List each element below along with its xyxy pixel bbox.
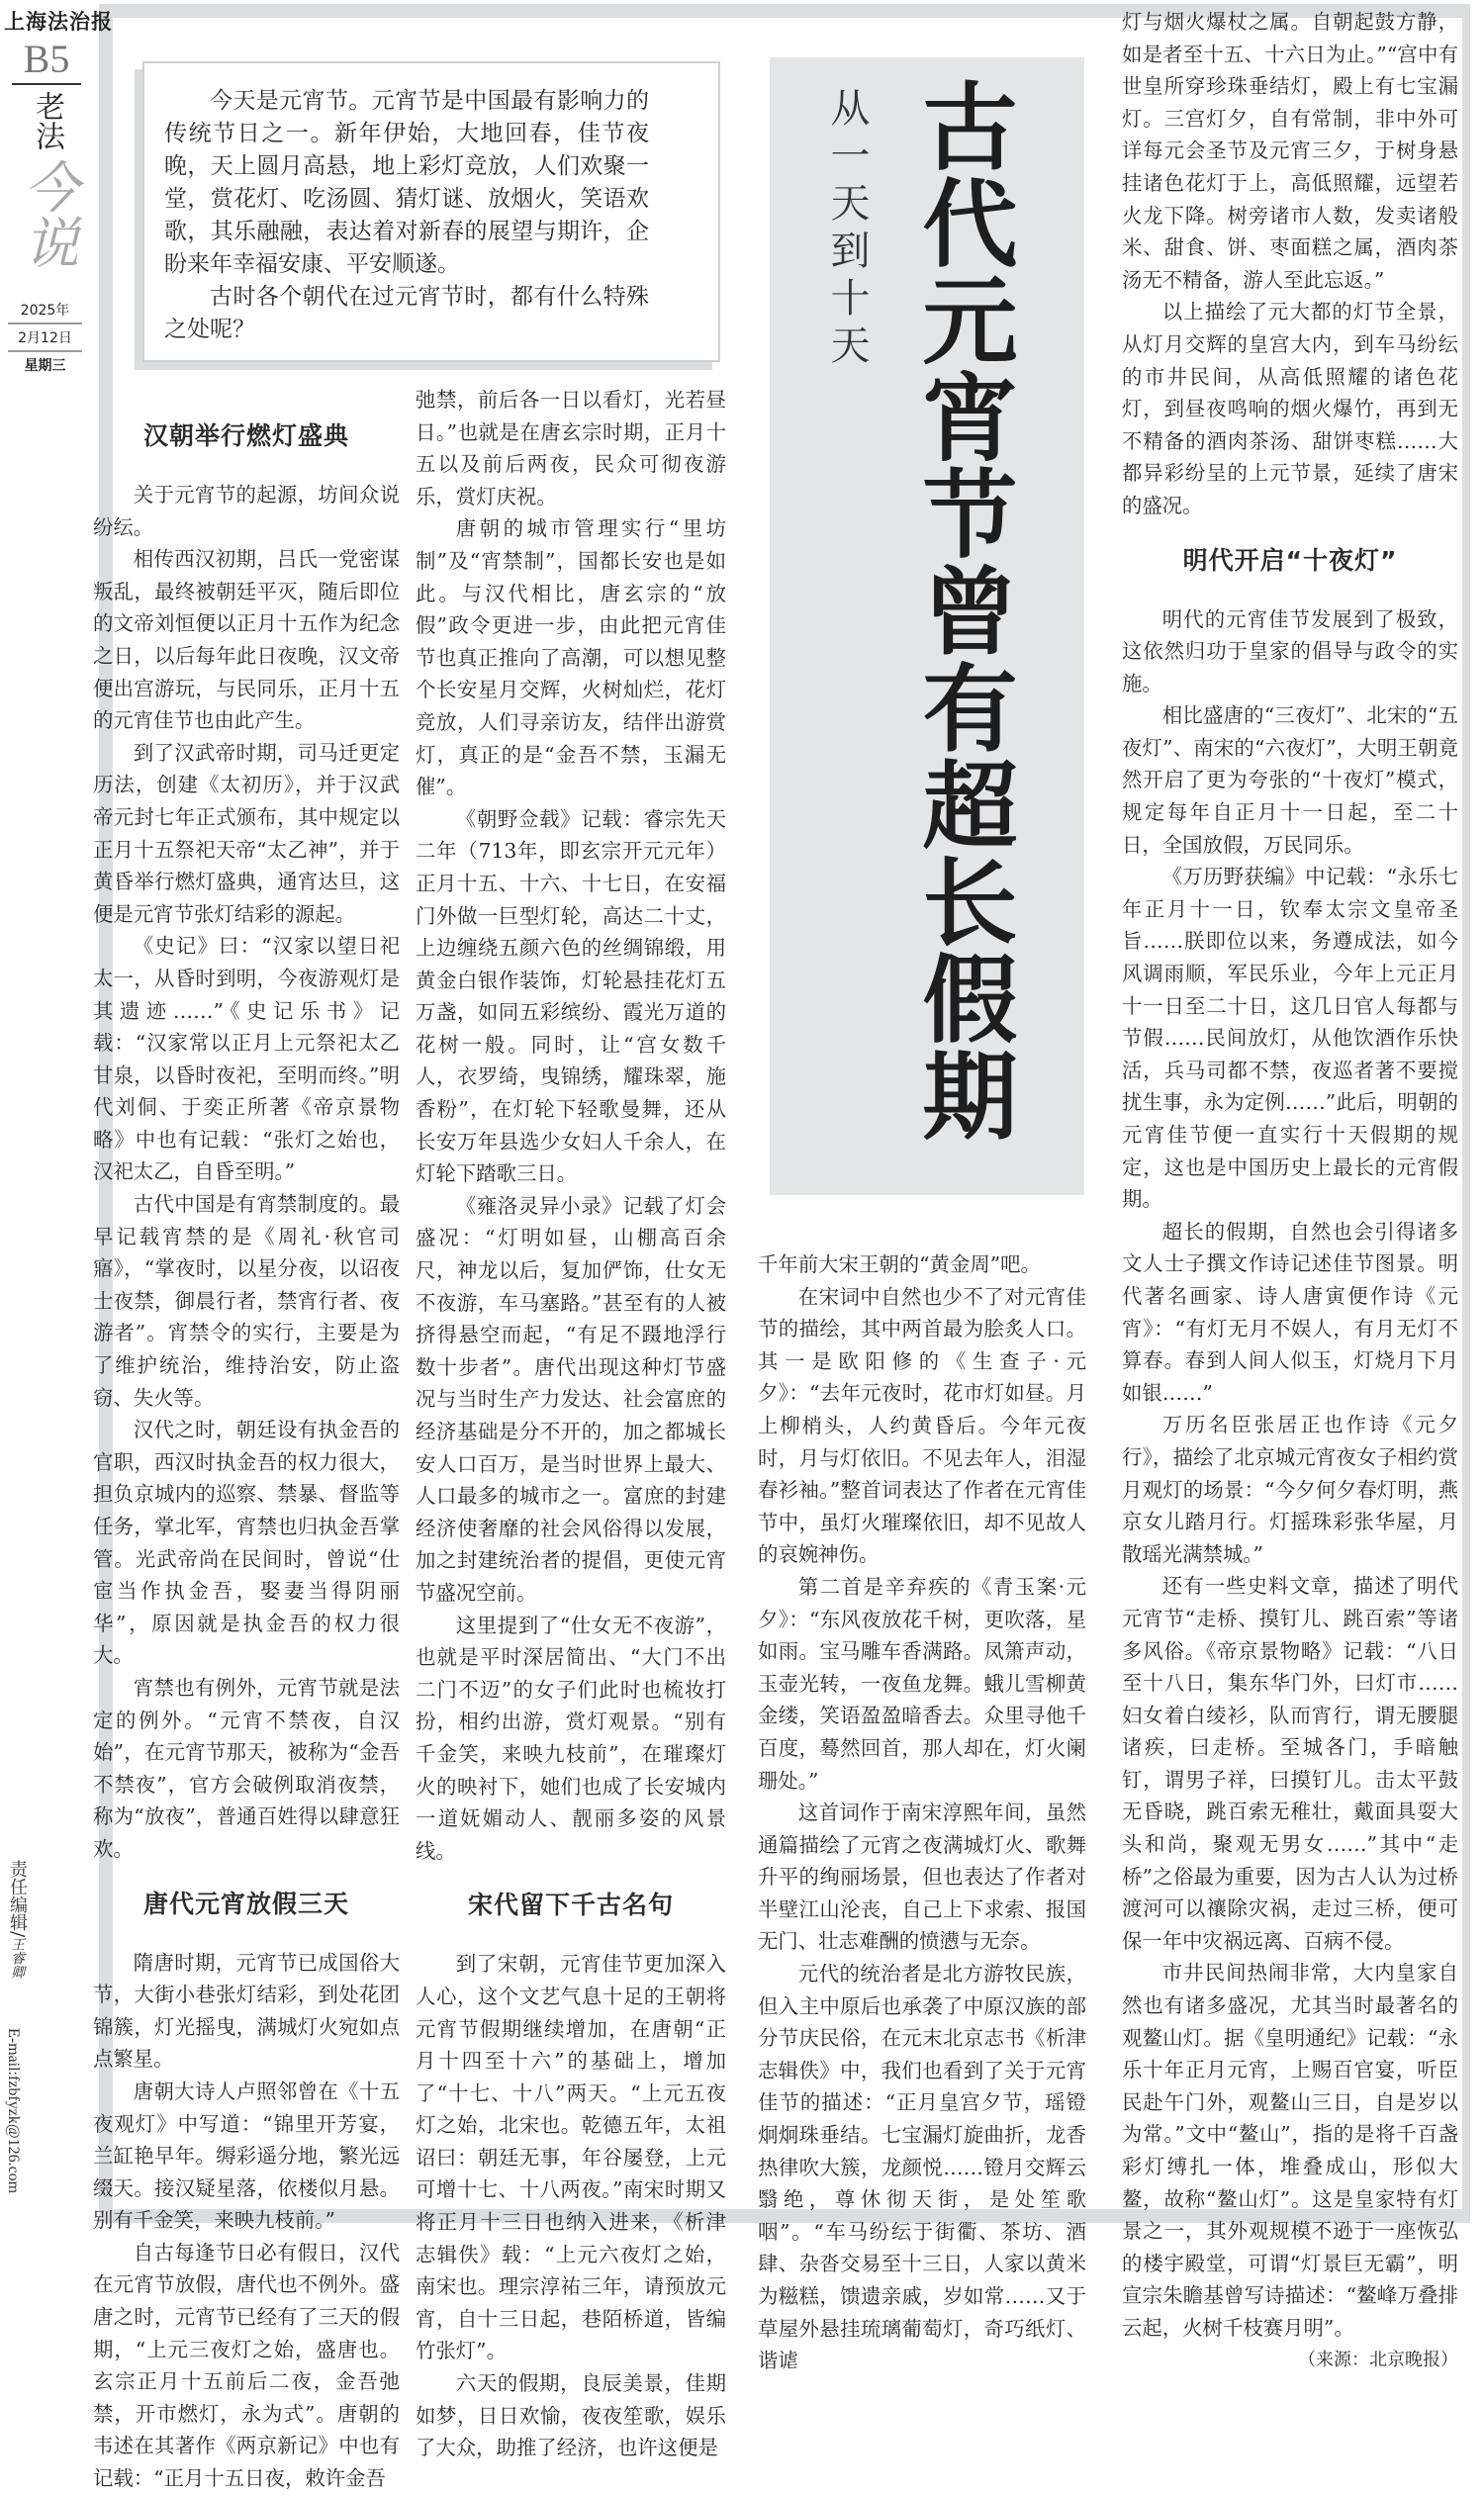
article-paragraph: 这里提到了“仕女无不夜游”，也就是平时深居简出、“大门不出二门不迈”的女子们此时也梳妆打扮，相约出游，赏灯观景。“别有千金笑，来映九枝前”，在璀璨灯火的映衬下，她们也成了长安城内一道妩媚动人、靓丽多姿的风景线。 — [416, 1613, 726, 1863]
article-paragraph: 《朝野佥载》记载：睿宗先天二年（713年，即玄宗开元元年）正月十五、十六、十七日，在安福门外做一巨型灯轮，高达二十丈，上边缠绕五颜六色的丝绸锦缎，用黄金白银作装饰，灯轮悬挂花灯五万盏，如同五彩缤纷、霞光万道的花树一般。同时，让“宫女数千人，衣罗绮，曳锦绣，耀珠翠，施香粉”，在灯轮下轻歌曼舞，还从长安万年县选少女妇人千余人，在灯轮下踏歌三日。 — [416, 806, 726, 1186]
date-month-day: 2月12日 — [8, 323, 82, 352]
article-paragraph: 六天的假期，良辰美景，佳期如梦，日日欢愉，夜夜笙歌，娱乐了大众，助推了经济，也许这便是 — [416, 2371, 726, 2460]
article-paragraph: 隋唐时期，元宵节已成国俗大节，大街小巷张灯结彩，到处花团锦簇，灯光摇曳，满城灯火宛如点点繁星。 — [93, 1950, 400, 2072]
article-column-4 — [1122, 6, 1458, 2376]
intro-paragraph: 今天是元宵节。元宵节是中国最有影响力的传统节日之一。新年伊始，大地回春，佳节夜晚，天上圆月高悬，地上彩灯竞放，人们欢聚一堂，赏花灯、吃汤圆、猜灯谜、放烟火，笑语欢歌，其乐融融，表达着对新春的展望与期许，企盼来年幸福安康、平安顺遂。 — [164, 88, 649, 277]
article-paragraph: 唐朝大诗人卢照邻曾在《十五夜观灯》中写道：“锦里开芳宴，兰缸艳早年。缛彩遥分地，繁光远缀天。接汉疑星落，依楼似月悬。别有千金笑，来映九枝前。” — [93, 2079, 400, 2233]
date-year: 2025年 — [20, 303, 70, 319]
article-paragraph: 第二首是辛弃疾的《青玉案·元夕》：“东风夜放花千树，更吹落，星如雨。宝马雕车香满路。凤箫声动，玉壶光转，一夜鱼龙舞。蛾儿雪柳黄金缕，笑语盈盈暗香去。众里寻他千百度，蓦然回首，那人却在，灯火阑珊处。” — [758, 1574, 1086, 1793]
article-paragraph: 元代的统治者是北方游牧民族，但入主中原后也承袭了中原汉族的部分节庆民俗，在元末北京志书《析津志辑佚》中，我们也看到了关于元宵佳节的描述：“正月皇宫夕节，瑶镫炯炯珠垂结。七宝漏灯旋曲折，龙香热律吹大簇，龙颜悦……镫月交辉云翳绝，尊休彻天街，是处笙歌咽”。“车马纷纭于街衢、茶坊、酒肆、杂沓交易至十三日，人家以黄米为糍糕，馈遗亲戚，岁如常……又于草屋外悬挂琉璃葡萄灯，奇巧纸灯、谐谑 — [758, 1962, 1086, 2373]
editor-name: 王睿卿 — [9, 1937, 25, 1980]
article-paragraph: 《雍洛灵异小录》记载了灯会盛况：“灯明如昼，山棚高百余尺，神龙以后，复加俨饰，仕女无不夜游，车马塞路。”甚至有的人被挤得悬空而起，“有足不蹑地浮行数十步者”。唐代出现这种灯节盛况与当时生产力发达、社会富庶的经济基础是分不开的，加之都城长安人口百万，是当时世界上最大、人口最多的城市之一。富庶的封建经济使奢靡的社会风俗得以发展，加之封建统治者的提倡，更使元宵节盛况空前。 — [416, 1193, 726, 1605]
column-name-bottom: 今说 — [15, 158, 79, 269]
article-paragraph: 到了汉武帝时期，司马迁更定历法，创建《太初历》，并于汉武帝元封七年正式颁布，其中规定以正月十五祭祀天帝“太乙神”，并于黄昏举行燃灯盛典，通宵达旦，这便是元宵节张灯结彩的源起。 — [93, 740, 400, 926]
article-paragraph: 自古每逢节日必有假日，汉代在元宵节放假，唐代也不例外。盛唐之时，元宵节已经有了三天的假期，“上元三夜灯之始，盛唐也。玄宗正月十五前后二夜，金吾弛禁，开市燃灯，永为式”。唐朝的韦述在其著作《两京新记》中也有记载：“正月十五日夜，敕许金吾 — [93, 2240, 400, 2491]
subtitle: 从一天到十天 — [824, 87, 870, 372]
headline: 古代元宵节曾有超长假期 — [907, 77, 1019, 1144]
editor-credit — [4, 1860, 30, 1979]
source-credit: （来源：北京晚报） — [1298, 2349, 1458, 2370]
article-paragraph: 古代中国是有宵禁制度的。最早记载宵禁的是《周礼·秋官司寤》，“掌夜时，以星分夜，以诏夜士夜禁，御晨行者，禁宵行者、夜游者”。宵禁令的实行，主要是为了维护统治，维持治安，防止盗窃、失火等。 — [93, 1192, 400, 1410]
article-column-2 — [416, 384, 726, 2464]
article-paragraph: 这首词作于南宋淳熙年间，虽然通篇描绘了元宵之夜满城灯火、歌舞升平的绚丽场景，但也表达了作者对半壁江山沦丧，自己上下求索、报国无门、壮志难酬的愤懑与无奈。 — [758, 1801, 1086, 1954]
section-heading: 明代开启“十夜灯” — [1182, 545, 1398, 575]
page-number: B5 — [12, 38, 81, 85]
article-paragraph: 汉代之时，朝廷设有执金吾的官职，西汉时执金吾的权力很大，担负京城内的巡察、禁暴、督监等任务，掌北军，宵禁也归执金吾掌管。光武帝尚在民间时，曾说“仕宦当作执金吾，娶妻当得阴丽华”，原因就是执金吾的权力很大。 — [93, 1418, 400, 1668]
column-name-top: 老法 — [30, 91, 64, 150]
section-heading: 唐代元宵放假三天 — [142, 1889, 349, 1918]
article-paragraph: 万历名臣张居正也作诗《元夕行》，描绘了北京城元宵夜女子相约赏月观灯的场景：“今夕何夕春灯明，燕京女儿踏月行。灯摇珠彩张华屋，月散瑶光满禁城。” — [1122, 1413, 1458, 1566]
article-paragraph: 唐朝的城市管理实行“里坊制”及“宵禁制”，国都长安也是如此。与汉代相比，唐玄宗的“放假”政令更进一步，由此把元宵佳节也真正推向了高潮，可以想见整个长安星月交辉，火树灿烂，花灯竞放，人们寻亲访友，结伴出游赏灯，真正的是“金吾不禁，玉漏无催”。 — [416, 516, 726, 799]
article-paragraph: 明代的元宵佳节发展到了极致，这依然归功于皇家的倡导与政令的实施。 — [1122, 606, 1458, 695]
issue-date — [8, 297, 82, 378]
article-paragraph: 灯与烟火爆杖之属。自朝起鼓方静，如是者至十五、十六日为止。”“宫中有世皇所穿珍珠垂结灯，殿上有七宝漏灯。三宫灯夕，自有常制，非中外可详每元会圣节及元宵三夕，于树身悬挂诸色花灯于上，高低照耀，远望若火龙下降。树旁诸市人数，发卖诸般米、甜食、饼、枣面糕之属，酒肉茶汤无不精备，游人至此忘返。” — [1122, 10, 1458, 292]
article-paragraph: 千年前大宋王朝的“黄金周”吧。 — [758, 1252, 1041, 1276]
section-heading: 汉朝举行燃灯盛典 — [142, 421, 349, 450]
newspaper-masthead: 上海法治报 — [4, 9, 113, 34]
article-paragraph: 超长的假期，自然也会引得诸多文人士子撰文作诗记述佳节图景。明代著名画家、诗人唐寅便作诗《元宵》：“有灯无月不娱人，有月无灯不算春。春到人间人似玉，灯烧月下月如银……” — [1122, 1219, 1458, 1405]
section-heading: 宋代留下千古名句 — [467, 1891, 674, 1920]
article-paragraph: 在宋词中自然也少不了对元宵佳节的描绘，其中两首最为脍炙人口。其一是欧阳修的《生查子·元夕》：“去年元夜时，花市灯如昼。月上柳梢头，人约黄昏后。今年元夜时，月与灯依旧。不见去年人，泪湿春衫袖。”整首词表达了作者在元宵佳节中，虽灯火璀璨依旧，却不见故人的哀婉神伤。 — [758, 1284, 1086, 1567]
article-paragraph: 还有一些史料文章，描述了明代元宵节“走桥、摸钉儿、跳百索”等诸多风俗。《帝京景物略》记载：“八日至十八日，集东华门外，曰灯市……妇女着白绫衫，队而宵行，谓无腰腿诸疾，曰走桥。至城各门，手暗触钉，谓男子祥，曰摸钉儿。击太平鼓无昏晓，跳百索无稚壮，戴面具耍大头和尚，聚观无男女……”其中“走桥”之俗最为重要，因为古人认为过桥渡河可以禳除灾祸，走过三桥，便可保一年中灾祸远离、百病不侵。 — [1122, 1574, 1458, 1953]
intro-box — [142, 61, 720, 362]
article-paragraph: 相传西汉初期，吕氏一党密谋叛乱，最终被朝廷平灭，随后即位的文帝刘恒便以正月十五作为纪念之日，以后每年此日夜晚，汉文帝便出宫游玩，与民同乐，正月十五的元宵佳节也由此产生。 — [93, 547, 400, 733]
article-paragraph: 以上描绘了元大都的灯节全景，从灯月交辉的皇宫大内，到车马纷纭的市井民间，从高低照耀的诸色花灯，到昼夜鸣响的烟火爆竹，再到无不精备的酒肉茶汤、甜饼枣糕……大都异彩纷呈的上元节景，延续了唐宋的盛况。 — [1122, 300, 1458, 517]
headline-box — [770, 57, 1084, 1195]
article-paragraph: 相比盛唐的“三夜灯”、北宋的“五夜灯”、南宋的“六夜灯”，大明王朝竟然开启了更为夸张的“十夜灯”模式，规定每年自正月十一日起，至二十日，全国放假，万民同乐。 — [1122, 703, 1458, 857]
article-paragraph: 弛禁，前后各一日以看灯，光若昼日。”也就是在唐玄宗时期，正月十五以及前后两夜，民众可彻夜游乐，赏灯庆祝。 — [416, 388, 726, 508]
article-paragraph: 《万历野获编》中记载：“永乐七年正月十一日，钦奉太宗文皇帝圣旨……朕即位以来，务遵成法，如今风调雨顺，军民乐业，今年上元正月十一日至二十日，这几日官人每都与节假……民间放灯，从他饮酒作乐快活，兵马司都不禁，夜巡者著不要搅扰生事，永为定例……”此后，明朝的元宵佳节便一直实行十天假期的规定，这也是中国历史上最长的元宵假期。 — [1122, 865, 1458, 1212]
article-paragraph: 到了宋朝，元宵佳节更加深入人心，这个文艺气息十足的王朝将元宵节假期继续增加，在唐朝“正月十四至十六”的基础上，增加了“十七、十八”两天。“上元五夜灯之始，北宋也。乾德五年，太祖诏曰：朝廷无事，年谷屡登，上元可增十七、十八两夜。”南宋时期又将正月十三日也纳入进来，《析津志辑佚》载：“上元六夜灯之始，南宋也。理宗淳祐三年，请预放元宵，自十三日起，巷陌桥道，皆编竹张灯”。 — [416, 1952, 726, 2363]
article-paragraph: 关于元宵节的起源，坊间众说纷纭。 — [93, 483, 400, 539]
date-weekday: 星期三 — [24, 358, 66, 374]
article-column-3 — [758, 1248, 1086, 2377]
editor-email: E-mail:fzbfyzk@126.com — [5, 2028, 22, 2194]
article-paragraph: 宵禁也有例外，元宵节就是法定的例外。“元宵不禁夜，自汉始”，在元宵节那天，被称为“金吾不禁夜”，官方会破例取消夜禁，称为“放夜”，普通百姓得以肆意狂欢。 — [93, 1675, 400, 1861]
editor-label: 责任编辑/ — [7, 1860, 28, 1938]
intro-paragraph: 古时各个朝代在过元宵节时，都有什么特殊之处呢？ — [164, 284, 649, 342]
article-paragraph: 《史记》曰：“汉家以望日祀太一，从昏时到明，今夜游观灯是其遗迹……”《史记乐书》记载：“汉家常以正月上元祭祀太乙甘泉，以昏时夜祀，至明而终。”明代刘侗、于奕正所著《帝京景物略》中也有记载：“张灯之始也，汉祀太乙，自昏至明。” — [93, 934, 400, 1184]
article-paragraph: 市井民间热闹非常，大内皇家自然也有诸多盛况，尤其当时最著名的观鳌山灯。据《皇明通纪》记载：“永乐十年正月元宵，上赐百官宴，听臣民赴午门外，观鳌山三日，自是岁以为常。”文中“鳌山”，指的是将千百盏彩灯缚扎一体，堆叠成山，形似大鳌，故称“鳌山灯”。这是皇家特有灯景之一，其外观规模不逊于一座恢弘的楼宇殿堂，可谓“灯景巨无霸”，明宣宗朱瞻基曾写诗描述：“鳌峰万叠排云起，火树千枝赛月明”。 — [1122, 1961, 1458, 2340]
article-column-1 — [93, 398, 400, 2495]
